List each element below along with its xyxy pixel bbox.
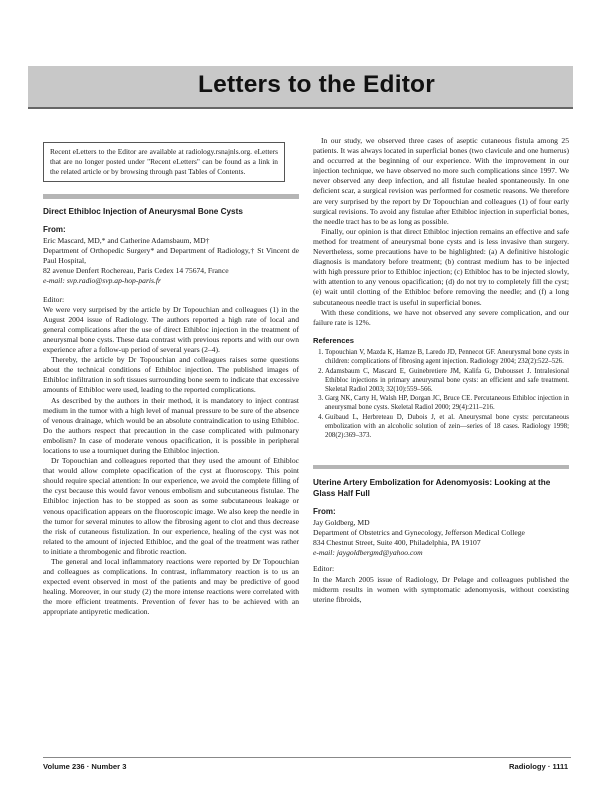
reference-item: 3. Garg NK, Carty H, Walsh HP, Dorgan JC, Bruce CE. Percutaneous Ethibloc injection in aneurysmal bone cysts. Skeletal Radiol 2000; 29(4):211–216. — [325, 395, 569, 413]
letter1-para-3: Dr Topouchian and colleagues reported that they used the amount of Ethibloc that would allow complete opacification of the cyst at fluoroscopy. This point should require special attention: In our experience, we avoid the complete filling of the cyst because this would favor venous embolism and subcutaneous fistulae. The Ethibloc injection has to be stopped as soon as some subcutaneous leakage or venous opacification appears on the fluoroscopic image. We also keep the needle in the tumor for several minutes to allow the fibrosing agent to clot and thus decrease the risk of cutaneous fistulization. In our experience, healing of the cyst was not related to the amount of injected Ethibloc, and the goal of the treatment was rather to initiate a thrombogenic and fibrotic reaction. — [43, 456, 299, 556]
letter2-title: Uterine Artery Embolization for Adenomyosis: Looking at the Glass Half Full — [313, 477, 551, 498]
letter1-para-7: With these conditions, we have not observed any severe complication, and our failure rate is 12%. — [313, 307, 569, 327]
letter2-salutation: Editor: — [313, 564, 335, 574]
footer-page: Radiology · 1111 — [509, 762, 569, 771]
letter1-para-6: Finally, our opinion is that direct Ethibloc injection remains an effective and safe method for treatment of aneurysmal bone cysts and is less invasive than surgery. Nevertheless, some precautions have to be highlighted: (a) A definitive histologic diagnosis is mandatory before treatment; (b) contrast medium has to be injected with high pressure prior to Ethibloc injection; (c) Ethibloc has to be injected slowly, with attention to any venous opacification; (d) do not try to completely fill the cyst; (e) wait until clotting of the Ethibloc before removing the needle; and (f) a long subcutaneous needle tract is useful in superficial bones. — [313, 226, 569, 307]
letter2-para-0: In the March 2005 issue of Radiology, Dr Pelage and colleagues published the midterm results in women with symptomatic adenomyosis, without coexisting uterine fibroids, — [313, 574, 569, 604]
letter1-para-5: In our study, we observed three cases of aseptic cutaneous fistula among 25 patients. It was always located in superficial bones (two clavicule and one humerus) and occurred at the beginning of our experience. With the improvement in our injection technique, we have observed no more such complications since 1997. We never observed any deep infection, and all fistulae healed spontaneously. In one deficient scar, a surgical revision was performed for cosmetic reasons. We therefore are very surprised by the report by Dr Topouchian and colleagues (1) of four early surgical revisions. To avoid any fistulae after Ethibloc injection in superficial bones, the needle tract has to be as long as possible. — [313, 136, 569, 226]
letter1-authors: Eric Mascard, MD,* and Catherine Adamsbaum, MD† — [43, 236, 210, 246]
reference-item: 2. Adamsbaum C, Mascard E, Guinebretiere JM, Kalifa G, Dubousset J. Intralesional Ethibloc injections in primary aneurysmal bone cysts: an efficient and safe treatment. Skeletal Radiol 2003; 32(10):559–566. — [325, 368, 569, 395]
header-rule — [28, 107, 573, 109]
letter1-title: Direct Ethibloc Injection of Aneurysmal Bone Cysts — [43, 207, 243, 216]
letter1-email: e-mail: svp.radio@svp.ap-hop-paris.fr — [43, 276, 161, 286]
letter1-para-4: The general and local inflammatory reactions were reported by Dr Topouchian and colleagues as complications. In contrast, inflammatory reaction is to us an expected event observed in most of the patients and may be predictive of good healing. Moreover, in our study (2) the more intense reactions were correlated with the more efficient treatments. Prevention of fever has to be achieved with an appropriate antipyretic medication. — [43, 557, 299, 617]
reference-item: 1. Topouchian V, Mazda K, Hamze B, Laredo JD, Penneсot GF. Aneurysmal bone cysts in children: complications of fibrosing agent injection. Radiology 2004; 232(2):522–526. — [325, 349, 569, 367]
letter1-affil2: 82 avenue Denfert Rochereau, Paris Cedex 14 75674, France — [43, 266, 229, 276]
letter2-author: Jay Goldberg, MD — [313, 518, 370, 528]
references-heading: References — [313, 335, 354, 345]
letter1-salutation: Editor: — [43, 294, 65, 304]
letter2-email: e-mail: jaygoldbergmd@yahoo.com — [313, 548, 423, 558]
footer-rule — [43, 757, 571, 758]
letter1-para-2: As described by the authors in their method, it is mandatory to inject contrast medium in the tumor with a high level of manual pressure to be sure of the absence of venous drainage, which would be an absolute contraindication to using Ethibloc. Do the authors respect that precaution in the case complicated with pulmonary embolism? In case of moderate venous opacification, it is possible in peripheral locations to use a tourniquet during the Ethibloc injection. — [43, 395, 299, 455]
eletters-notice — [43, 142, 285, 182]
letter1-affil1: Department of Orthopedic Surgery* and Department of Radiology,† St Vincent de Paul Hospital, — [43, 246, 299, 266]
section-rule — [43, 194, 299, 199]
left-column — [43, 142, 299, 618]
references-list — [313, 349, 569, 441]
header-banner — [28, 66, 573, 108]
notice-text: Recent eLetters to the Editor are available at radiology.rsnajnls.org. eLetters that are no longer posted under "Recent eLetters" can be found as a link in the related article or by browsing through past Tables of Contents. — [50, 147, 278, 177]
reference-item: 4. Guibaud L, Herbreteau D, Dubois J, et al. Aneurysmal bone cysts: percutaneous embolization with an alcoholic solution of zein—series of 18 cases. Radiology 1998; 208(2):369–373. — [325, 414, 569, 441]
letter2-affil2: 834 Chestnut Street, Suite 400, Philadelphia, PA 19107 — [313, 538, 481, 548]
footer-volume: Volume 236 · Number 3 — [43, 762, 127, 771]
letter2-from-label: From: — [313, 506, 336, 516]
page-title: Letters to the Editor — [198, 71, 435, 98]
letter1-para-0: We were very surprised by the article by Dr Topouchian and colleagues (1) in the August 2004 issue of Radiology. The authors reported a high rate of local and general complications after the use of direct Ethibloc injection in the treatment of aneurysmal bone cysts. These data contrast with previous reports and with our own experience after a follow-up period of several years (2–4). — [43, 304, 299, 355]
right-column — [313, 136, 569, 605]
letter1-para-1: Thereby, the article by Dr Topouchian and colleagues raises some questions about the technical conditions of Ethibloc injection. The published images of Ethibloc infiltration in soft tissues surrounding bone seem to indicate that excessive amounts of Ethibloc were used, leading to the reported complications. — [43, 355, 299, 395]
letter1-from-label: From: — [43, 225, 66, 234]
letter2-affil1: Department of Obstetrics and Gynecology, Jefferson Medical College — [313, 528, 525, 538]
section-rule — [313, 465, 569, 469]
